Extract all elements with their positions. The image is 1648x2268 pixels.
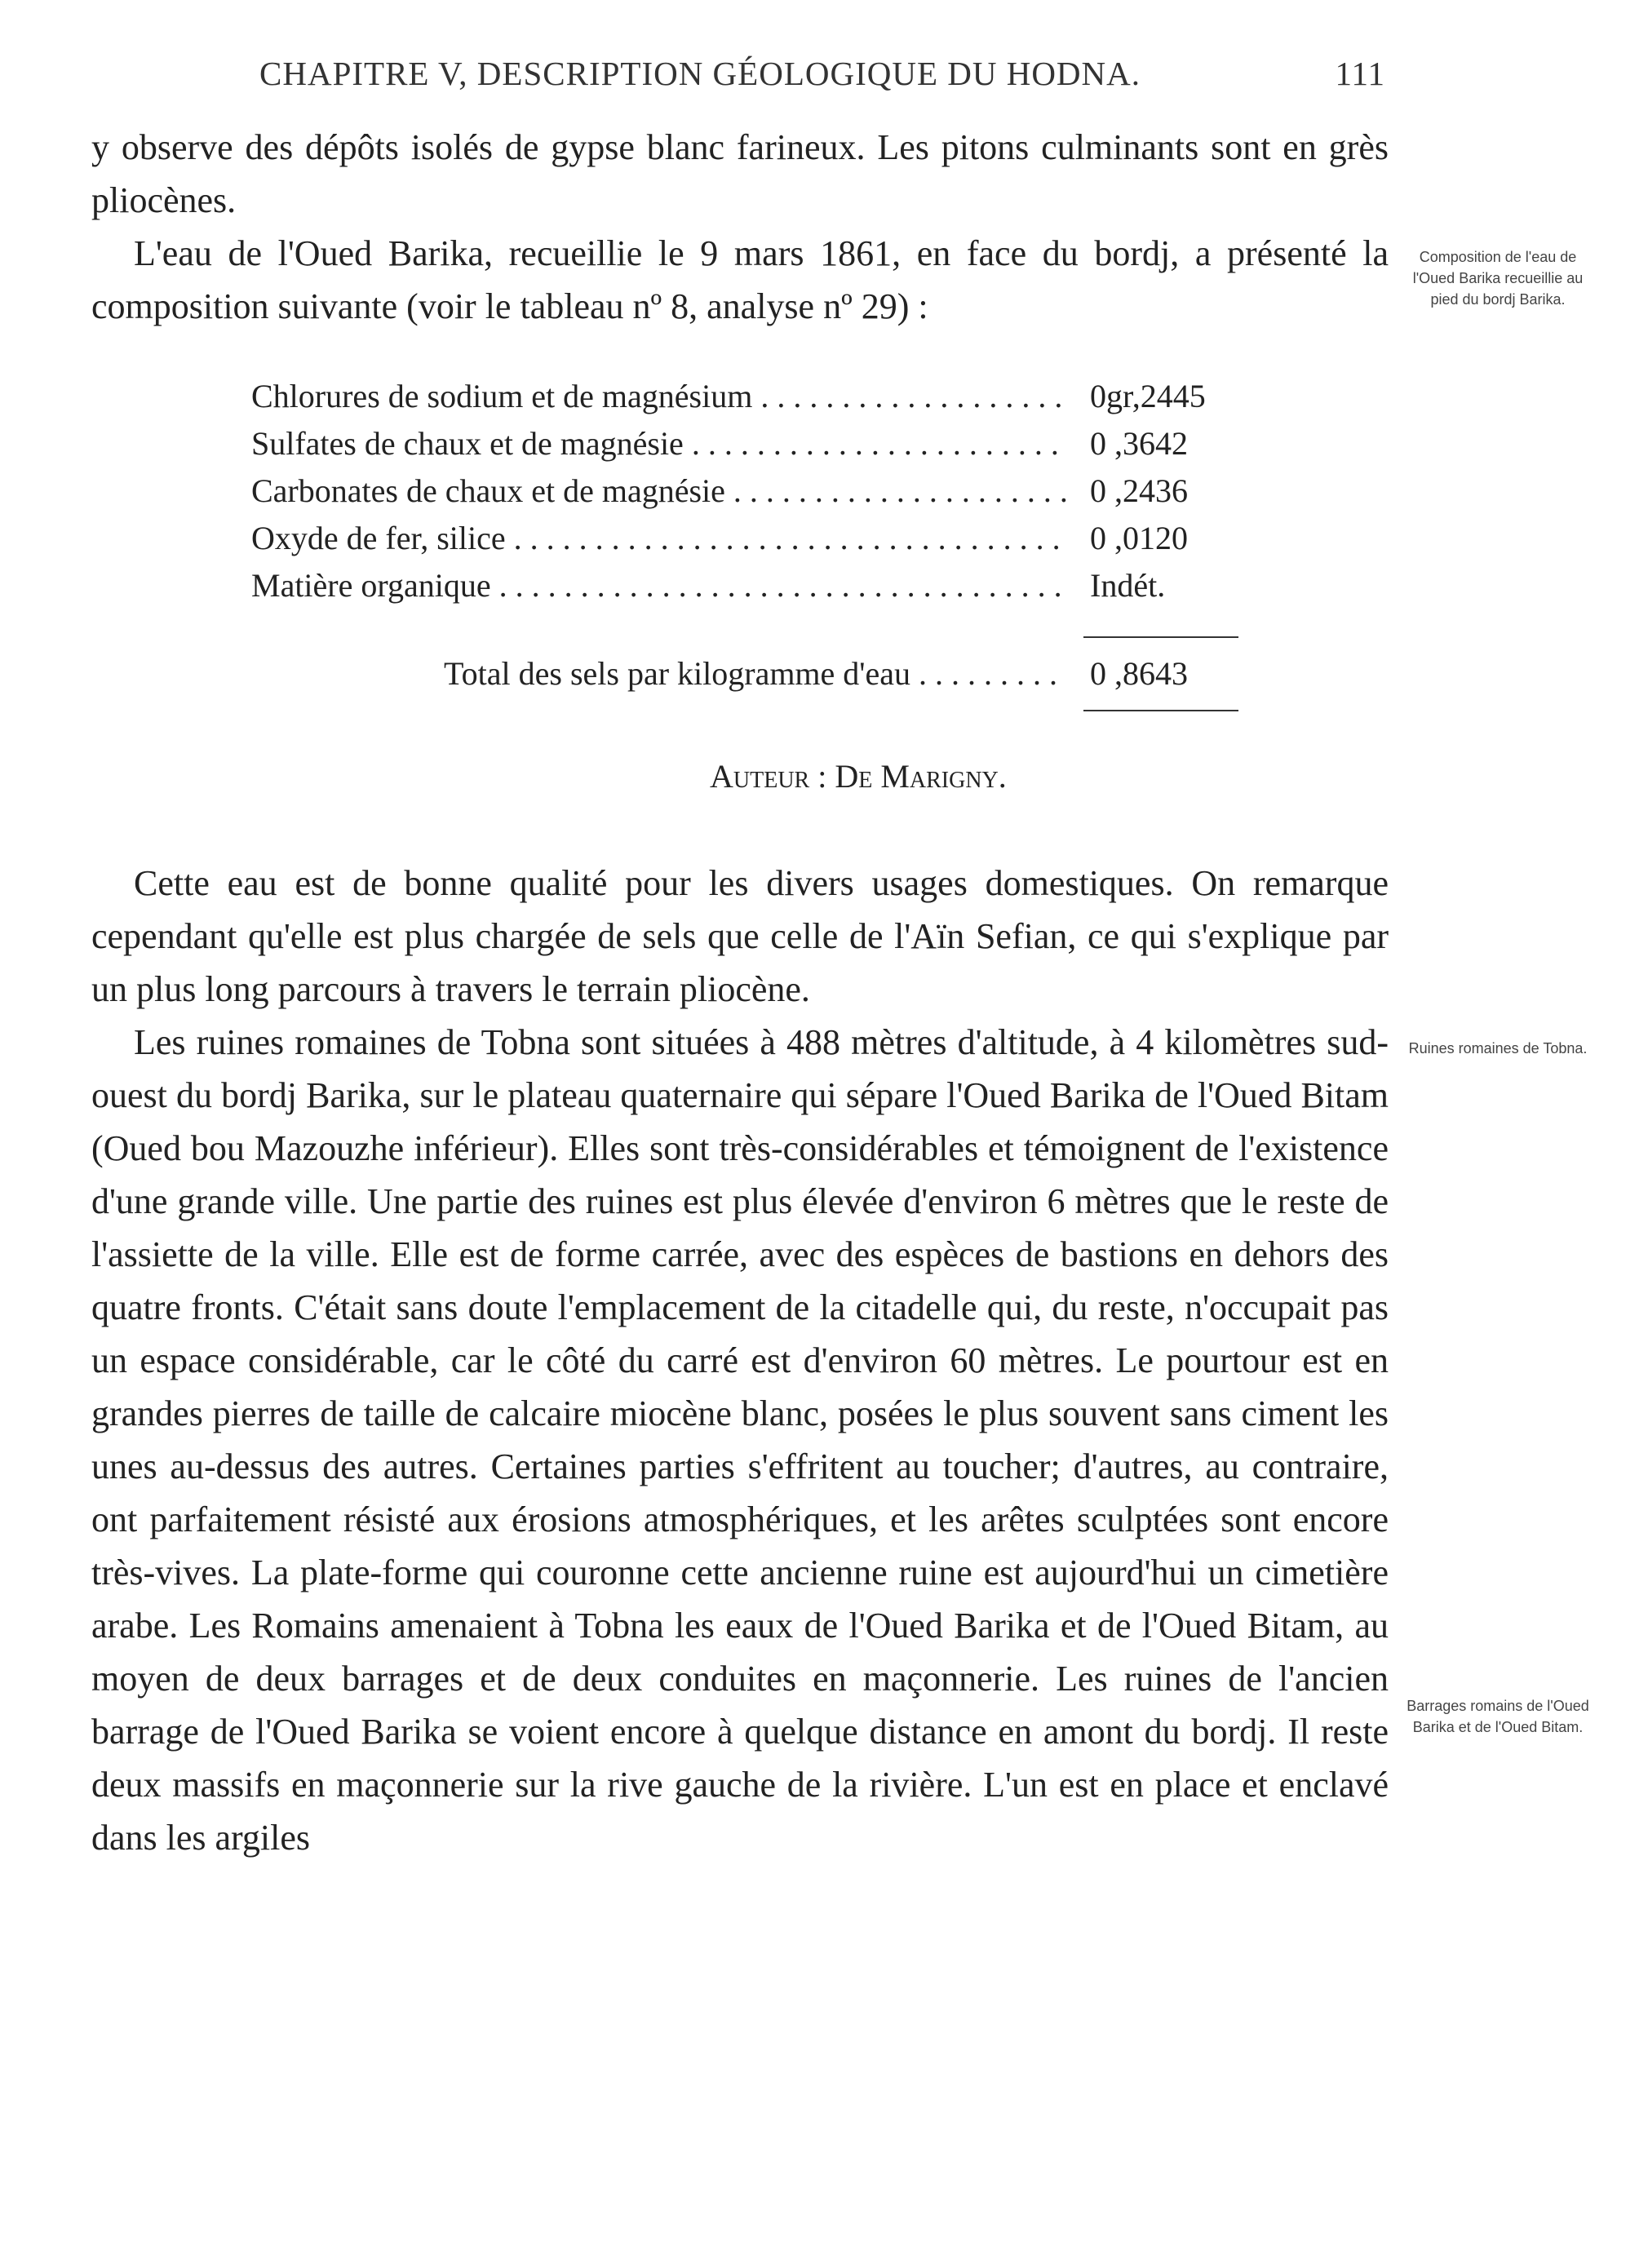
total-row (251, 654, 1230, 702)
margin-note: Ruines romaines de Tobna. (1408, 1040, 1588, 1056)
row-value: 0 ,0120 (1082, 519, 1188, 557)
page-number: 111 (1335, 55, 1385, 92)
total-value: 0 ,8643 (1082, 654, 1188, 693)
margin-note: Barrages romains de l'Oued Barika et de l'Oued Bitam. (1407, 1698, 1589, 1735)
row-value: 0 ,2436 (1082, 472, 1188, 510)
intro-text (91, 121, 1389, 333)
margin-note: Composition de l'eau de l'Oued Barika recueillie au pied du bordj Barika. (1412, 249, 1584, 308)
body-text (91, 857, 1389, 1864)
row-label: Oxyde de fer, silice . . . (251, 519, 1067, 557)
row-label: Matière organique . . . (251, 566, 1067, 605)
paragraph: L'eau de l'Oued Barika, recueillie le 9 mars 1861, en face du bordj, a présenté la composition suivante (voir le tableau nº 8, analyse nº 29) : (91, 233, 1389, 326)
paragraph: Cette eau est de bonne qualité pour les divers usages domestiques. On remarque cependant qu'elle est plus chargée de sels que celle de l'Aïn Sefian, ce qui s'explique par un plus long parcours à travers le terrain pliocène. (91, 863, 1389, 1009)
chapter-title: CHAPITRE V, DESCRIPTION GÉOLOGIQUE DU HODNA. (259, 55, 1141, 92)
table-row (251, 377, 1230, 424)
row-value: Indét. (1082, 566, 1165, 605)
row-label: Sulfates de chaux et de magnésie . . . (251, 424, 1067, 463)
row-label: Chlorures de sodium et de magnésium . . . (251, 377, 1067, 415)
sum-rule (1083, 636, 1238, 638)
table-row (251, 566, 1230, 614)
table-row (251, 472, 1230, 519)
author-line: Auteur : De Marigny. (710, 758, 1007, 795)
table-row (251, 424, 1230, 472)
paragraph: Les ruines romaines de Tobna sont situées à 488 mètres d'altitude, à 4 kilomètres sud-ouest du bordj Barika, sur le plateau quaternaire qui sépare l'Oued Barika de l'Oued Bitam (Oued bou Mazouzhe inférieur). Elles sont très-considérables et témoignent de l'existence d'une grande ville. Une partie des ruines est plus élevée d'environ 6 mètres que le reste de l'assiette de la ville. Elle est de forme carrée, avec des espèces de bastions en dehors des quatre fronts. C'était sans doute l'emplacement de la citadelle qui, du reste, n'occupait pas un espace considérable, car le côté du carré est d'environ 60 mètres. Le pourtour est en grandes pierres de taille de calcaire miocène blanc, posées le plus souvent sans ciment les unes au-dessus des autres. Certaines parties s'effritent au toucher; d'autres, au contraire, ont parfaitement résisté aux érosions atmosphériques, et les arêtes sculptées sont encore très-vives. La plate-forme qui couronne cette ancienne ruine est aujourd'hui un cimetière arabe. Les Romains amenaient à Tobna les eaux de l'Oued Barika et de l'Oued Bitam, au moyen de deux barrages et de deux conduites en maçonnerie. Les ruines de l'ancien barrage de l'Oued Barika se voient encore à quelque distance en amont du bordj. Il reste deux massifs en maçonnerie sur la rive gauche de la rivière. L'un est en place et enclavé dans les argiles (91, 1022, 1389, 1858)
total-rule (1083, 710, 1238, 711)
total-label: Total des sels par kilogramme d'eau . . . (444, 654, 1064, 693)
row-label: Carbonates de chaux et de magnésie . . . (251, 472, 1067, 510)
row-value: 0gr,2445 (1082, 377, 1206, 415)
table-row (251, 519, 1230, 566)
running-header (259, 54, 1385, 93)
row-value: 0 ,3642 (1082, 424, 1188, 463)
paragraph: y observe des dépôts isolés de gypse blanc farineux. Les pitons culminants sont en grès pliocènes. (91, 127, 1389, 220)
